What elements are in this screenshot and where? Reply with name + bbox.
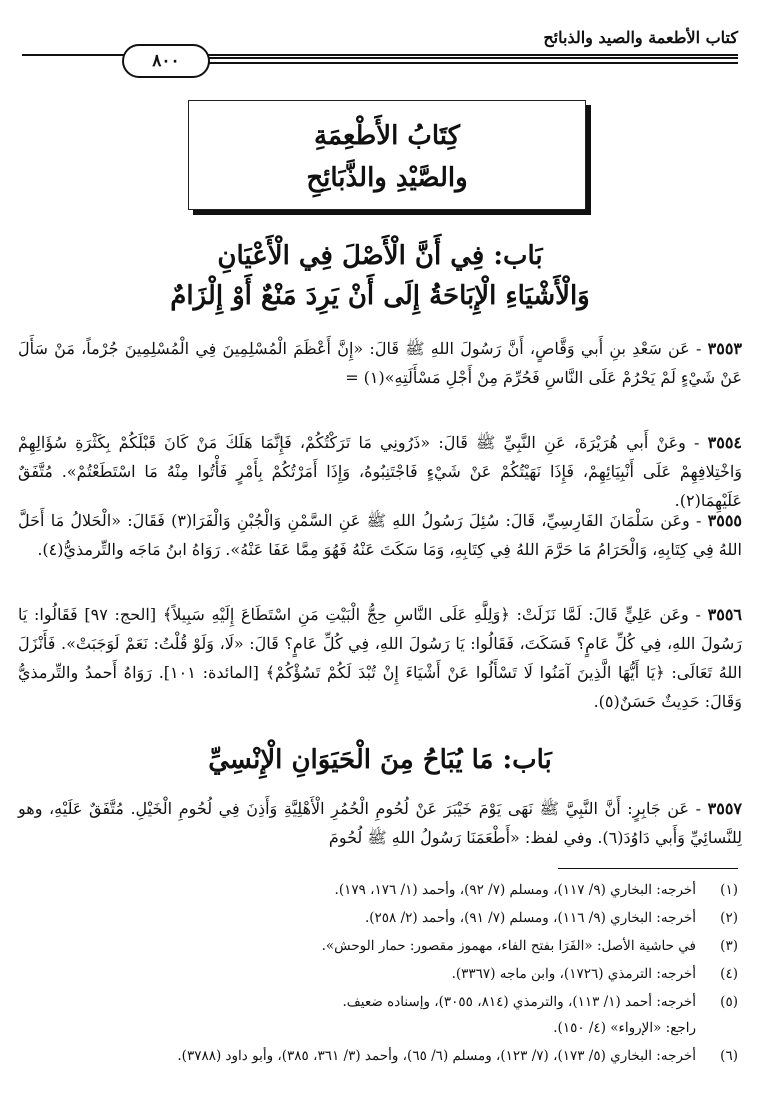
- footnote-number: (٤): [720, 966, 738, 982]
- page-number-ornament: [22, 44, 738, 84]
- hadith-text: - عَن جَابِرٍ: أَنَّ النَّبِيَّ ﷺ نَهَى يَوْمَ خَيْبَرَ عَنْ لُحُومِ الْحُمُرِ الْأَهْلِيَّةِ وَأَذِنَ فِي لُحُومِ الْخَيْلِ. مُتَّفَقٌ عَلَيْهِ، وهو لِلنَّسائِيِّ وَأَبي دَاوُدَ(٦). وفي لفظ: «أَطْعَمَنَا رَسُولُ اللهِ ﷺ لُحُومَ: [18, 799, 742, 847]
- footnote-text: أخرجه: البخاري (٥/ ١٧٣)، (٧/ ١٢٣)، ومسلم (٦/ ٦٥)، وأحمد (٣/ ٣٦١، ٣٨٥)، وأبو داود (٣٧٨٨).: [177, 1048, 696, 1064]
- footnote-2: [22, 908, 738, 928]
- footnotes-divider: [558, 868, 738, 869]
- footnote-text: أخرجه: البخاري (٩/ ١١٦)، ومسلم (٧/ ٩١)، وأحمد (٢/ ٢٥٨).: [364, 910, 696, 926]
- hadith-3555: [18, 506, 742, 564]
- footnote-text: أخرجه: البخاري (٩/ ١١٧)، ومسلم (٧/ ٩٢)، وأحمد (١/ ١٧٦، ١٧٩).: [334, 882, 696, 898]
- footnote-number: (١): [720, 882, 738, 898]
- chapter-heading-1-line2: وَالْأَشْيَاءِ الْإِبَاحَةُ إِلَى أَنْ يَرِدَ مَنْعٌ أَوْ إِلْزَامٌ: [170, 281, 590, 311]
- footnote-number: (٣): [720, 938, 738, 954]
- folio-rule: [208, 57, 738, 59]
- footnote-5-continued: [22, 1018, 738, 1038]
- footnote-text: أخرجه: الترمذي (١٧٢٦)، وابن ماجه (٣٣٦٧).: [451, 966, 696, 982]
- chapter-heading-1-line1: بَاب: فِي أَنَّ الْأَصْلَ فِي الْأَعْيَانِ: [217, 241, 543, 271]
- book-title-line1: كِتَابُ الأَطْعِمَةِ: [314, 121, 460, 151]
- hadith-3556: [18, 600, 742, 716]
- hadith-text: - عَن سَعْدِ بنِ أَبي وَقَّاصٍ، أَنَّ رَسُولَ اللهِ ﷺ قَالَ: «إِنَّ أَعْظَمَ الْمُسْلِمِينَ فِي الْمُسْلِمِينَ جُرْماً، مَنْ سَأَلَ عَنْ شَيْءٍ لَمْ يَحْرُمْ عَلَى النَّاسِ فَحُرِّمَ مِنْ أَجْلِ مَسْأَلَتِهِ»(١) =: [18, 339, 742, 387]
- running-title: كتاب الأطعمة والصيد والذبائح: [543, 28, 738, 47]
- hadith-text: - وعَنْ أَبي هُرَيْرَةَ، عَنِ النَّبِيِّ ﷺ قَالَ: «ذَرُونِي مَا تَرَكْتُكُمْ، فَإِنَّمَا هَلَكَ مَنْ كَانَ قَبْلَكُمْ بِكَثْرَةِ سُؤَالِهِمْ وَاخْتِلافِهِمْ عَلَى أَنْبِيَائِهِمْ، فَإِذَا نَهَيْتُكُمْ عَنْ شَيْءٍ فَاجْتَنِبُوهُ، وَإِذَا أَمَرْتُكُمْ بِأَمْرٍ فَأْتُوا مِنْهُ مَا اسْتَطَعْتُمْ». مُتَّفَقٌ عَلَيْهِمَا(٢).: [18, 433, 742, 510]
- hadith-text: - وعَن سَلْمَانَ الفَارِسِيِّ، قَالَ: سُئِلَ رَسُولُ اللهِ ﷺ عَنِ السَّمْنِ وَالْجُبْنِ وَالْفَرَا(٣) فَقَالَ: «الْحَلالُ مَا أَحَلَّ اللهُ فِي كِتَابِهِ، وَالْحَرَامُ مَا حَرَّمَ اللهُ فِي كِتَابِهِ، وَمَا سَكَتَ عَنْهُ فَهُوَ مِمَّا عَفَا عَنْهُ». رَوَاهُ ابنُ مَاجَه والتِّرمذيُّ(٤).: [18, 511, 742, 559]
- footnote-4: [22, 964, 738, 984]
- footnote-3: [22, 936, 738, 956]
- footnote-number: (٢): [720, 910, 738, 926]
- footnote-5: [22, 992, 738, 1012]
- page-number: ٨٠٠: [122, 44, 210, 78]
- book-title-line2: والصَّيْدِ والذَّبَائِحِ: [306, 163, 468, 193]
- folio-rule: [208, 62, 738, 64]
- footnote-number: (٥): [720, 994, 738, 1010]
- footnote-1: [22, 880, 738, 900]
- hadith-number: ٣٥٥٤: [707, 433, 742, 452]
- footnote-text: في حاشية الأصل: «الفَرَا بفتح الفاء، مهموز مقصور: حمار الوحش».: [321, 938, 696, 954]
- hadith-number: ٣٥٥٧: [707, 799, 742, 818]
- hadith-number: ٣٥٥٥: [707, 511, 742, 530]
- hadith-number: ٣٥٥٣: [707, 339, 743, 358]
- chapter-heading-2: بَاب: مَا يُبَاحُ مِنَ الْحَيَوَانِ الْإِنْسِيِّ: [208, 745, 552, 775]
- hadith-3557: [18, 794, 742, 852]
- book-title-box: [188, 100, 586, 210]
- hadith-number: ٣٥٥٦: [707, 605, 742, 624]
- footnote-number: (٦): [720, 1048, 738, 1064]
- hadith-3553: [18, 334, 742, 392]
- hadith-text: - وعَن عَلِيٍّ قَالَ: لَمَّا نَزَلَتْ: ﴿وَلِلَّهِ عَلَى النَّاسِ حِجُّ الْبَيْتِ مَنِ اسْتَطَاعَ إِلَيْهِ سَبِيلاً﴾ [الحج: ٩٧] فَقَالُوا: يَا رَسُولَ اللهِ، فِي كُلِّ عَامٍ؟ فَسَكَتَ، فَقَالُوا: يَا رَسُولَ اللهِ، فِي كُلِّ عَامٍ؟ قَالَ: «لَا، وَلَوْ قُلْتُ: نَعَمْ لَوَجَبَتْ». فَأَنْزَلَ اللهُ تَعَالَى: ﴿يَا أَيُّهَا الَّذِينَ آمَنُوا لَا تَسْأَلُوا عَنْ أَشْيَاءَ إِنْ تُبْدَ لَكُمْ تَسُؤْكُمْ﴾ [المائدة: ١٠١]. رَوَاهُ أَحمدُ والتِّرمذيُّ وَقَالَ: حَدِيثٌ حَسَنٌ(٥).: [18, 605, 743, 711]
- footnote-text: أخرجه: أحمد (١/ ١١٣)، والترمذي (٨١٤، ٣٠٥٥)، وإسناده ضعيف.: [342, 994, 696, 1010]
- footnote-6: [22, 1046, 738, 1066]
- hadith-3554: [18, 428, 742, 515]
- footnote-text: راجع: «الإرواء» (٤/ ١٥٠).: [553, 1020, 696, 1036]
